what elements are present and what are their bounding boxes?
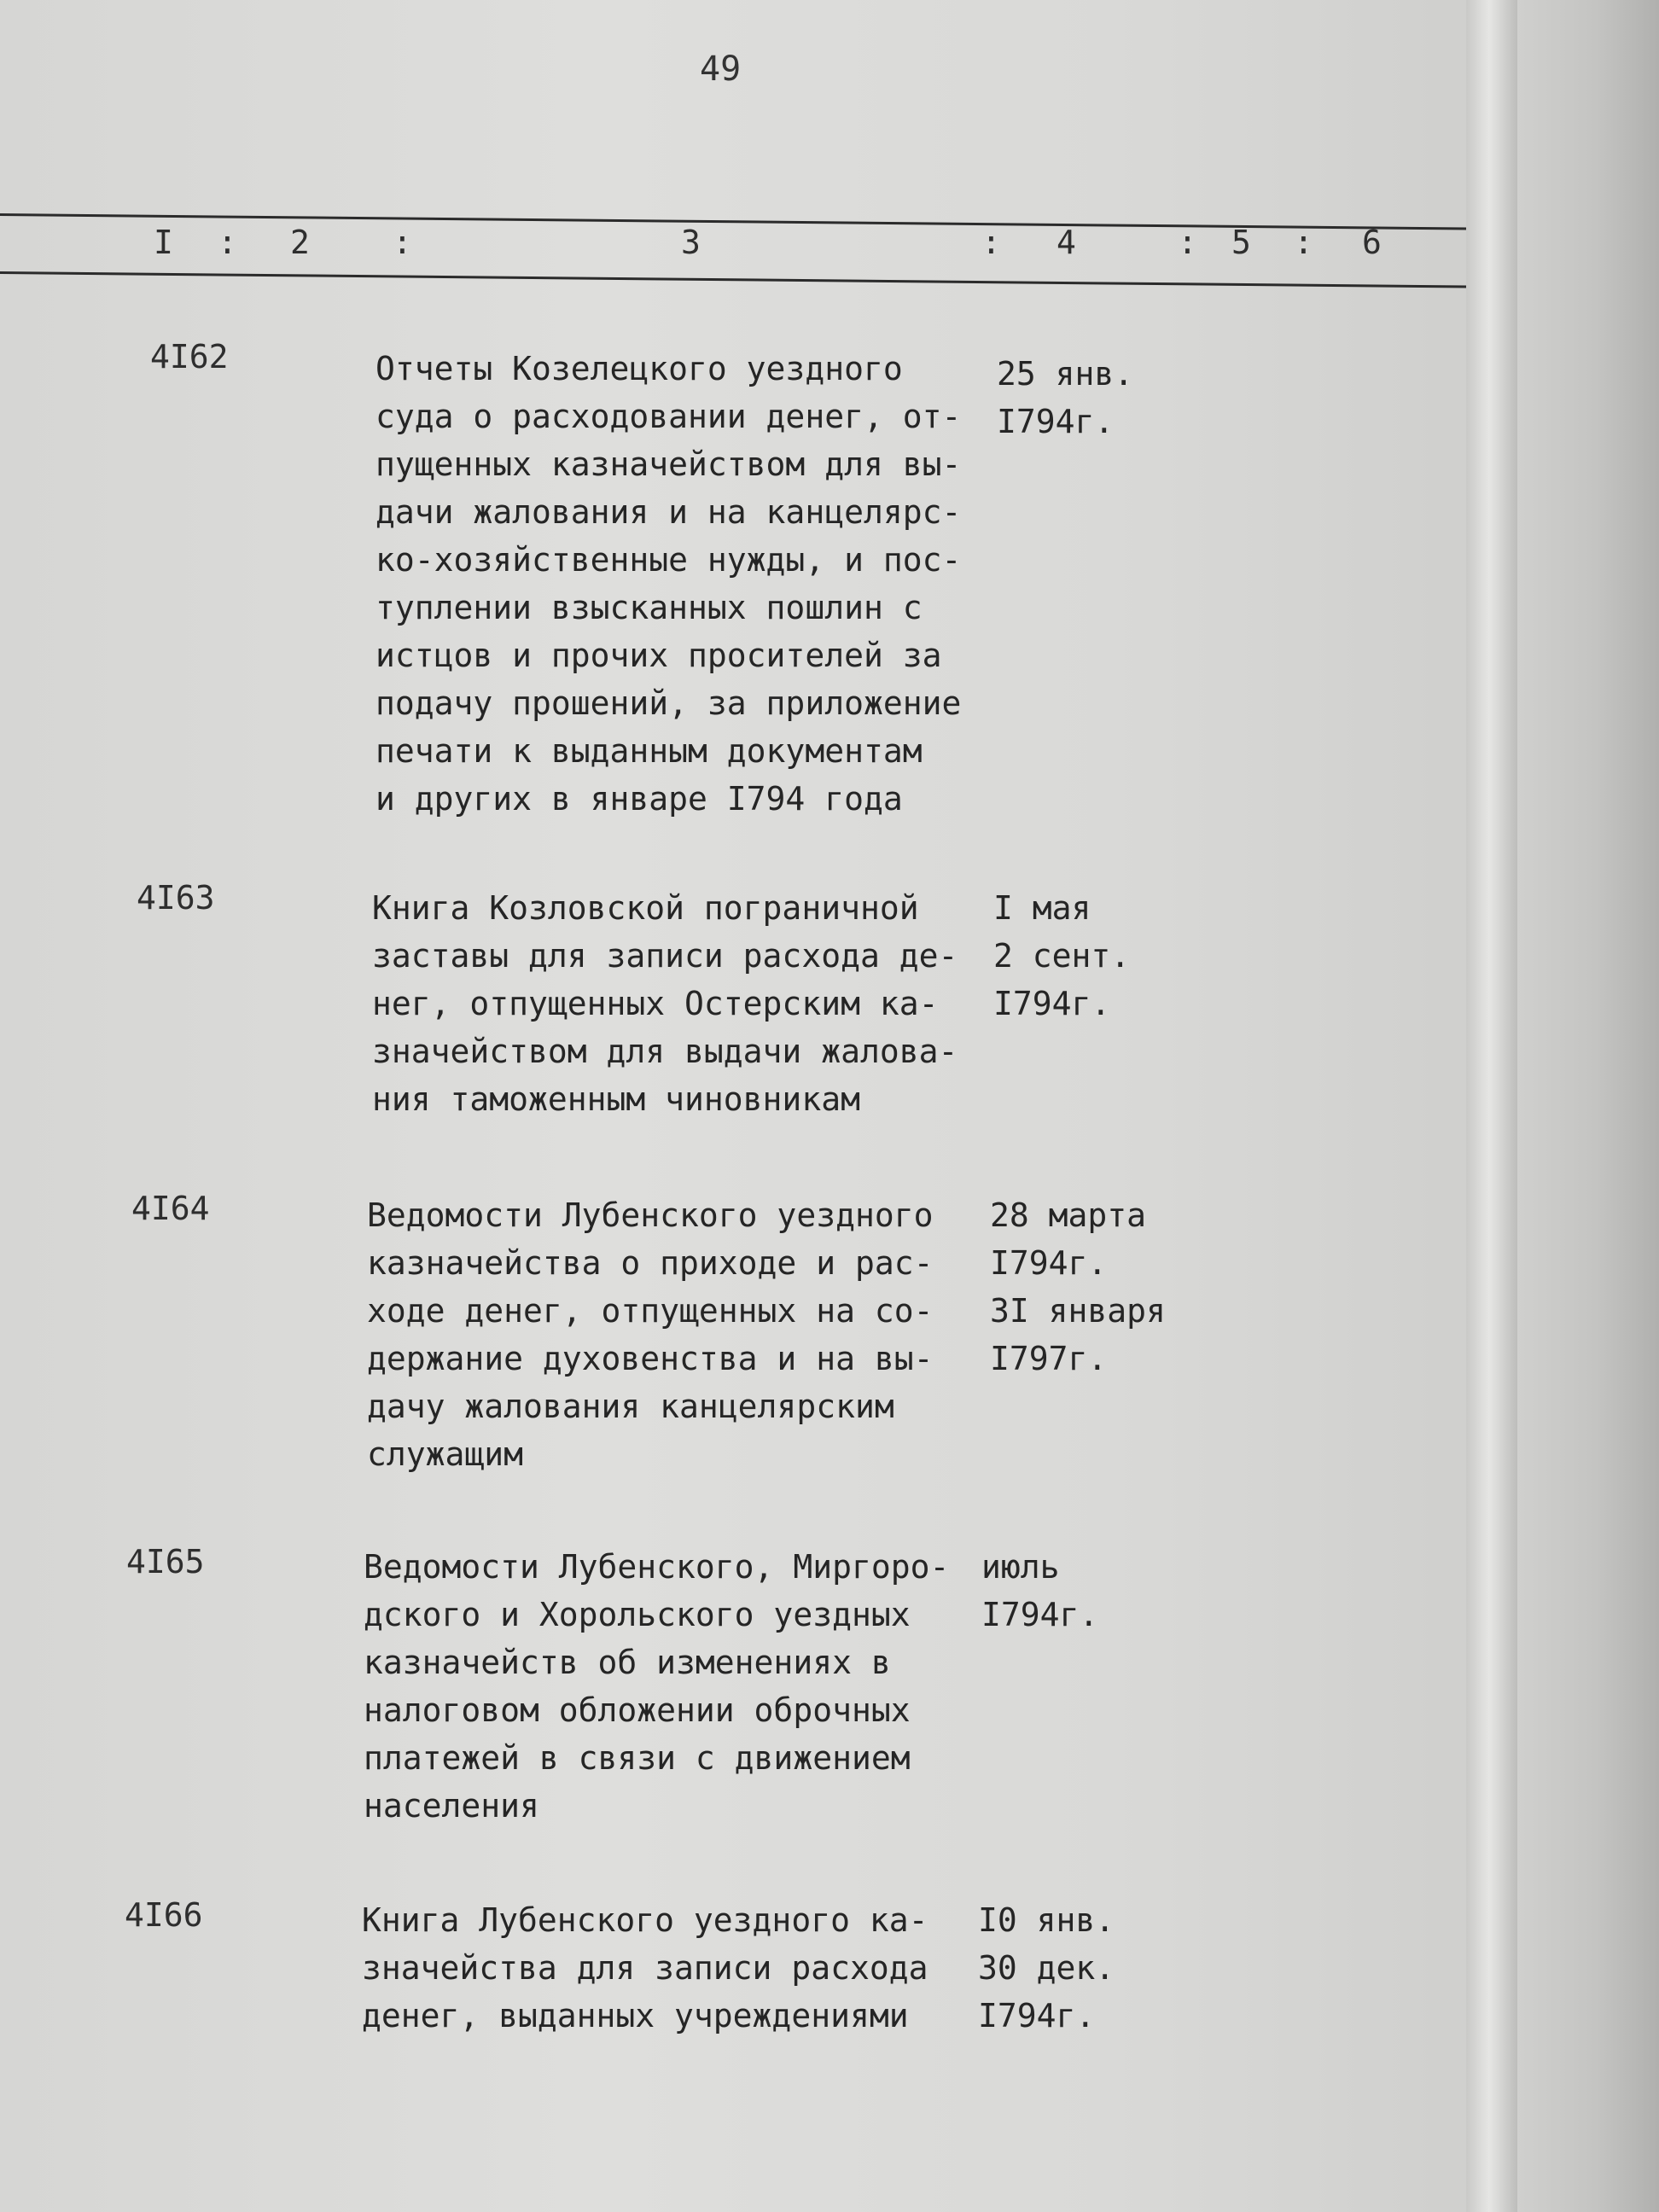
entry-description: Отчеты Козелецкого уездного суда о расходовании денег, от- пущенных казначейством для вы- дачи жалования и на канцелярс- ко-хозяйственные нужды, и пос- туплении взысканных пошлин с истцов и прочих просителей за подачу прошений, за приложение печати к выданным документам и других в январе I794 года — [375, 350, 962, 818]
entry-description: Книга Козловской пограничной заставы для записи расхода де- нег, отпущенных Остерским ка- значейством для выдачи жалова- ния таможенным чиновникам — [372, 889, 958, 1118]
column-separator: : — [1294, 224, 1313, 261]
entry-number: 4I62 — [150, 338, 229, 375]
entry-number: 4I64 — [131, 1190, 210, 1227]
column-header-5: 5 — [1231, 224, 1251, 261]
column-header-3: 3 — [681, 224, 701, 261]
column-header-2: 2 — [290, 224, 310, 261]
column-header-6: 6 — [1362, 224, 1382, 261]
entry-dates: 28 марта I794г. 3I января I797г. — [990, 1196, 1166, 1377]
entry-description: Ведомости Лубенского, Миргоро- дского и Хорольского уездных казначейств об изменениях в налоговом обложении оброчных платежей в связи с движением населения — [364, 1548, 950, 1825]
column-separator: : — [1178, 224, 1197, 261]
entry-dates: I мая 2 сент. I794г. — [993, 889, 1131, 1022]
entry-description: Книга Лубенского уездного ка- значейства для записи расхода денег, выданных учреждениями — [362, 1901, 928, 2034]
column-separator: : — [981, 224, 1001, 261]
entry-number: 4I65 — [126, 1543, 205, 1580]
column-header-4: 4 — [1057, 224, 1076, 261]
column-separator: : — [218, 224, 237, 261]
entry-dates: 25 янв. I794г. — [997, 355, 1134, 440]
entry-number: 4I66 — [125, 1896, 203, 1934]
entry-dates: I0 янв. 30 дек. I794г. — [978, 1901, 1115, 2034]
page-number: 49 — [700, 49, 742, 89]
page-edge-shadow — [1466, 0, 1517, 2212]
entry-description: Ведомости Лубенского уездного казначейства о приходе и рас- ходе денег, отпущенных на со- держание духовенства и на вы- дачу жалования канцелярским служащим — [367, 1196, 934, 1473]
header-rule-bottom — [0, 271, 1468, 288]
underlying-page — [1502, 0, 1659, 2212]
column-separator: : — [393, 224, 412, 261]
entry-dates: июль I794г. — [981, 1548, 1099, 1633]
column-header-1: I — [154, 224, 173, 261]
entry-number: 4I63 — [137, 879, 215, 917]
